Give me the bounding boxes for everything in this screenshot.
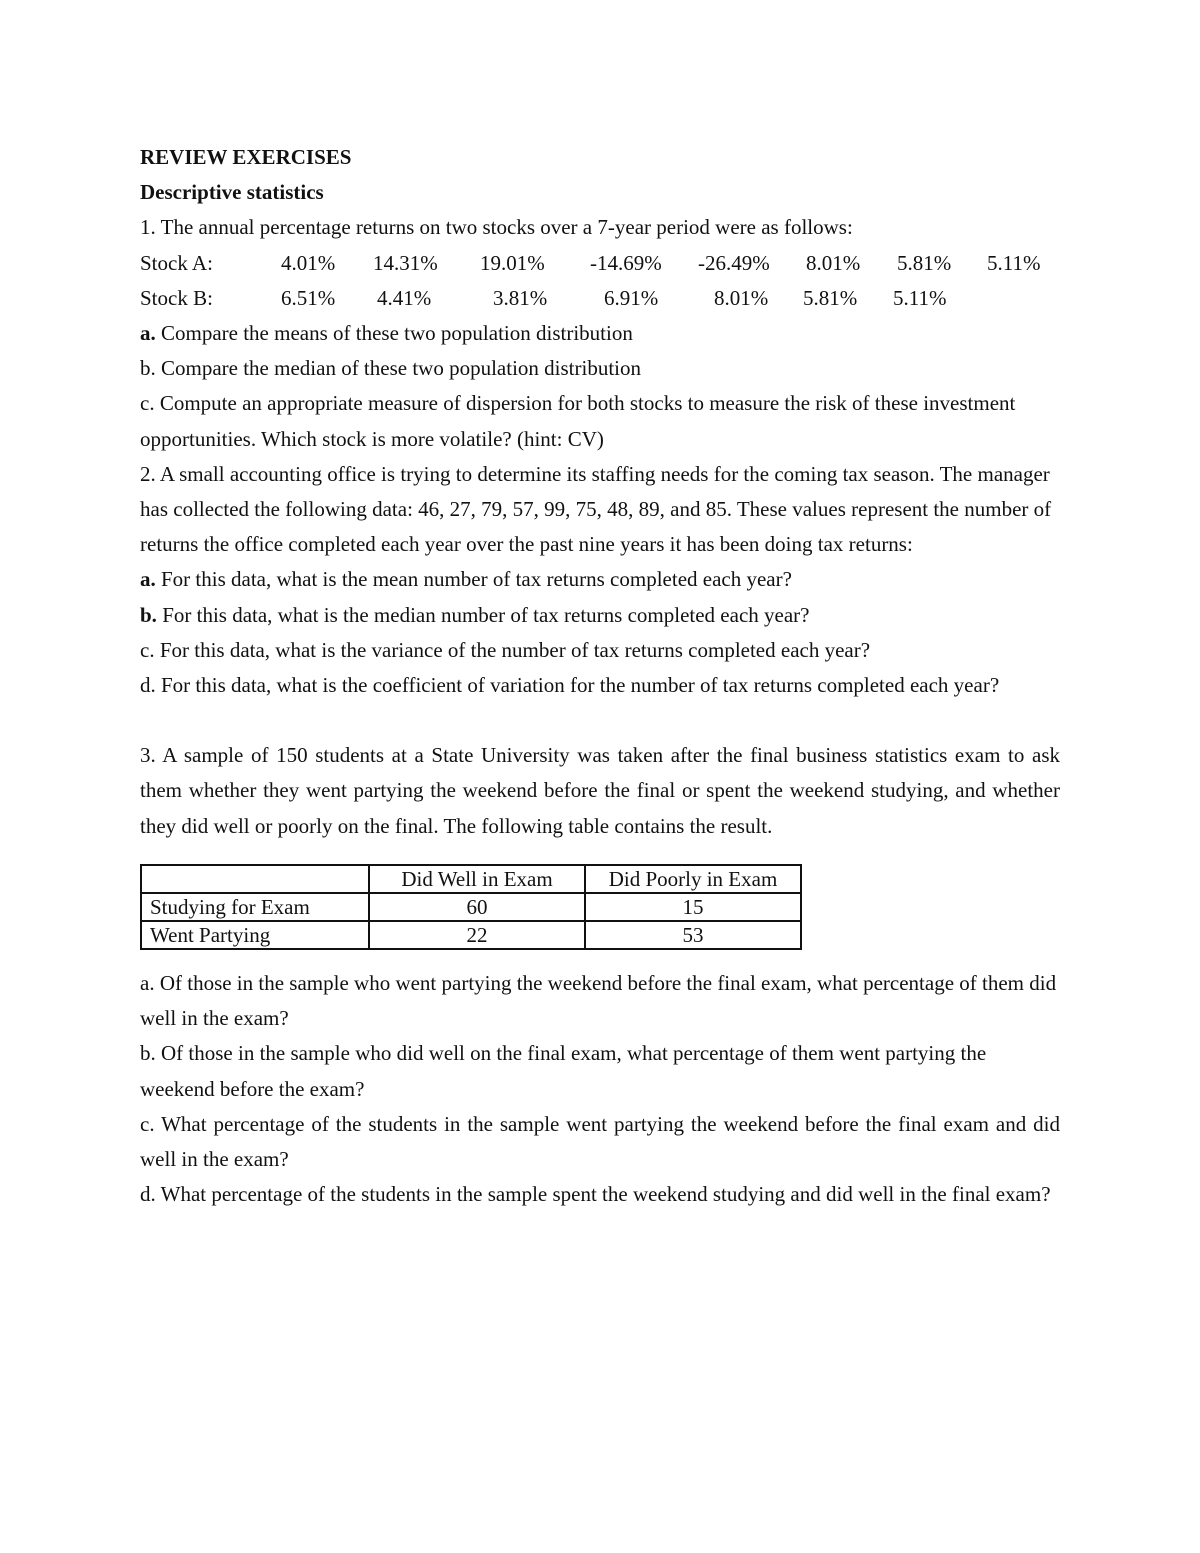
q1-intro: 1. The annual percentage returns on two stocks over a 7-year period were as follows: [140,215,853,240]
q2-part-a [140,562,1060,597]
document-heading: REVIEW EXERCISES [140,145,352,169]
q2-intro: 2. A small accounting office is trying to determine its staffing needs for the coming tax season. The manager has collected the following data: 46, 27, 79, 57, 99, 75, 48, 89, and 85. These values represent the number of returns the office completed each year over the past nine years it has been doing tax returns: [140,461,1052,557]
q1-part-c: c. Compute an appropriate measure of dispersion for both stocks to measure the risk of these investment opportunities. Which stock is more volatile? (hint: CV) [140,391,1016,451]
table-row-label: Went Partying [141,921,369,949]
stock-b-row [140,281,1060,316]
stock-a-value: -14.69% [590,250,662,275]
table-cell: 60 [369,893,585,921]
q1-part-a [140,316,1060,351]
q2-part-b [140,598,1060,633]
stock-b-value: 5.81% [803,285,858,310]
stock-b-value: 6.91% [604,285,659,310]
q2-part-d: d. For this data, what is the coefficient of variation for the number of tax returns completed each year? [140,672,1000,697]
results-table [140,864,802,950]
table-header-cell: Did Well in Exam [369,865,585,893]
q1-part-a-label: a. [140,320,156,345]
stock-a-value: 5.11% [987,250,1041,275]
stock-a-row [140,246,1060,281]
stock-b-value: 5.11% [893,285,947,310]
q3-intro: 3. A sample of 150 students at a State University was taken after the final business statistics exam to ask them whether they went partying the weekend before the final or spent the weekend studying, and whether they did well or poorly on the final. The following table contains the result. [140,743,1060,838]
table-cell: 15 [585,893,801,921]
stock-a-value: 5.81% [897,250,952,275]
q3-part-c: c. What percentage of the students in the sample went partying the weekend before the final exam and did well in the exam? [140,1111,1060,1171]
stock-b-value: 4.41% [377,285,432,310]
stock-a-label: Stock A: [140,250,213,275]
stock-a-value: 8.01% [806,250,861,275]
q1-part-a-text: Compare the means of these two population distribution [155,320,633,345]
q3-part-b: b. Of those in the sample who did well on the final exam, what percentage of them went partying the weekend before the exam? [140,1041,987,1101]
q3-part-d: d. What percentage of the students in the sample spent the weekend studying and did well in the final exam? [140,1182,1051,1207]
stock-a-value: -26.49% [698,250,770,275]
q2-part-b-label: b. [140,602,157,627]
table-row-label: Studying for Exam [141,893,369,921]
spacer [140,703,1060,738]
table-row [141,893,801,921]
q2-part-b-text: For this data, what is the median number of tax returns completed each year? [156,602,810,627]
q2-part-a-label: a. [140,567,156,592]
document-page [140,140,1060,1212]
q2-part-c: c. For this data, what is the variance of the number of tax returns completed each year? [140,637,871,662]
q3-part-a: a. Of those in the sample who went partying the weekend before the final exam, what percentage of them did well in the exam? [140,970,1057,1031]
table-cell: 53 [585,921,801,949]
stock-b-value: 6.51% [281,285,336,310]
table-row [141,921,801,949]
stock-a-value: 19.01% [480,250,545,275]
stock-b-value: 8.01% [714,285,769,310]
table-header-cell: Did Poorly in Exam [585,865,801,893]
stock-a-value: 4.01% [281,250,336,275]
q2-part-a-text: For this data, what is the mean number of tax returns completed each year? [155,567,792,592]
stock-b-value: 3.81% [493,285,548,310]
stock-b-label: Stock B: [140,285,213,310]
section-subheading: Descriptive statistics [140,180,324,205]
stock-a-value: 14.31% [373,250,438,275]
table-header-cell [141,865,369,893]
q1-part-b: b. Compare the median of these two population distribution [140,356,641,381]
table-cell: 22 [369,921,585,949]
table-header-row [141,865,801,893]
